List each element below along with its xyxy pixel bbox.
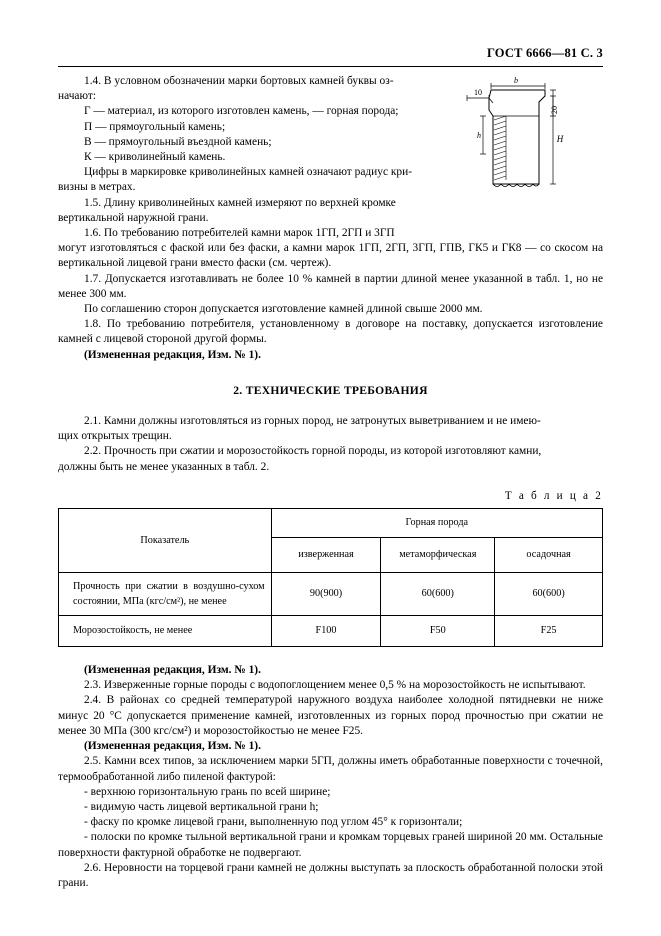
svg-text:20: 20 xyxy=(550,106,559,114)
clause-2-5-item-c: - фаску по кромке лицевой грани, выполненную под углом 45° к горизонтали; xyxy=(84,816,463,829)
clause-2-5: 2.5. Камни всех типов, за исключением марки 5ГП, должны иметь обработанные поверхности с точечной, термообработанной либо пиленой фактурой: xyxy=(58,755,603,783)
clause-2-5-item-b: - видимую часть лицевой вертикальной грани h; xyxy=(84,800,319,813)
table-header-col-1: метаморфическая xyxy=(381,538,495,573)
table-row-1-cell-1: F50 xyxy=(381,616,495,647)
table-2-wrapper xyxy=(58,508,603,647)
clause-2-1-block xyxy=(58,414,603,475)
revision-note-2: (Измененная редакция, Изм. № 1). xyxy=(84,664,261,677)
clause-2-2-line1: 2.2. Прочность при сжатии и морозостойкость горной породы, из которой изготовляют камни, xyxy=(84,445,542,458)
table-row-0-label: Прочность при сжатии в воздушно-сухом состоянии, МПа (кгс/см²), не менее xyxy=(59,573,272,616)
revision-note-3: (Измененная редакция, Изм. № 1). xyxy=(84,740,261,753)
digits-note-line2: визны в метрах. xyxy=(58,181,136,194)
table-2 xyxy=(58,508,603,647)
header-rule xyxy=(58,66,603,67)
svg-text:b: b xyxy=(514,76,518,85)
clause-2-5-item-a: - верхнюю горизонтальную грань по всей ширине; xyxy=(84,785,331,798)
clause-2-5-item-d: - полоски по кромке тыльной вертикальной грани и кромкам торцевых граней шириной 20 мм. Остальные поверхности фактурной обработке не подвергают. xyxy=(58,831,603,859)
clause-2-3: 2.3. Изверженные горные породы с водопоглощением менее 0,5 % на морозостойкость не испытывают. xyxy=(84,679,586,692)
legend-k: К — криволинейный камень. xyxy=(84,151,226,164)
clause-1-6-rest: могут изготовляться с фаской или без фаски, а камни марок 1ГП, 2ГП, 3ГП, ГПВ, ГК5 и ГК8 — со скосом на вертикальной лицевой грани вместо фаски (см. чертеж). xyxy=(58,242,603,270)
svg-text:H: H xyxy=(556,134,564,144)
table-row-1-cell-0: F100 xyxy=(271,616,381,647)
clause-1-7: 1.7. Допускается изготавливать не более 10 % камней в партии длиной менее указанной в табл. 1, но не менее 300 мм. xyxy=(58,272,603,300)
table-row-1-cell-2: F25 xyxy=(495,616,603,647)
legend-v: В — прямоугольный въездной камень; xyxy=(84,135,272,148)
table-row-0-cell-0: 90(900) xyxy=(271,573,381,616)
clause-1-4-line2: начают: xyxy=(58,90,96,103)
table-row-header-1 xyxy=(59,509,603,538)
clause-1-5-line1: 1.5. Длину криволинейных камней измеряют по верхней кромке xyxy=(84,196,396,209)
table-header-rock-group: Горная порода xyxy=(271,509,602,538)
table-row-1-label: Морозостойкость, не менее xyxy=(59,616,272,647)
clause-1-6-line1: 1.6. По требованию потребителей камни марок 1ГП, 2ГП и 3ГП xyxy=(84,227,395,240)
svg-text:h: h xyxy=(477,131,481,140)
clause-2-3-onwards xyxy=(58,663,603,891)
digits-note-line1: Цифры в маркировке криволинейных камней означают радиус кри- xyxy=(84,166,412,179)
clause-1-8: 1.8. По требованию потребителя, установленному в договоре на поставку, допускается изготовление камней с лицевой стороной другой формы. xyxy=(58,318,603,346)
table-row xyxy=(59,616,603,647)
clause-1-4-line1: 1.4. В условном обозначении марки бортовых камней буквы оз- xyxy=(84,75,394,87)
clause-1-5-line2: вертикальной наружной грани. xyxy=(58,211,209,224)
table-2-caption: Т а б л и ц а 2 xyxy=(504,489,603,502)
clause-1-4 xyxy=(58,74,603,363)
table-row-0-cell-2: 60(600) xyxy=(495,573,603,616)
page-header: ГОСТ 6666—81 С. 3 xyxy=(486,46,603,60)
table-row-0-cell-1: 60(600) xyxy=(381,573,495,616)
legend-g: Г — материал, из которого изготовлен камень, — горная порода; xyxy=(84,105,399,118)
revision-note-1: (Измененная редакция, Изм. № 1). xyxy=(84,348,261,361)
svg-text:10: 10 xyxy=(474,88,482,97)
table-header-indicator: Показатель xyxy=(59,509,272,573)
clause-1-7b: По соглашению сторон допускается изготовление камней длиной свыше 2000 мм. xyxy=(84,303,483,316)
clause-2-2-line2: должны быть не менее указанных в табл. 2. xyxy=(58,460,270,473)
section-2-title: 2. ТЕХНИЧЕСКИЕ ТРЕБОВАНИЯ xyxy=(233,383,428,397)
document-body xyxy=(58,74,603,891)
clause-2-1-line2: щих открытых трещин. xyxy=(58,430,172,443)
table-header-col-0: изверженная xyxy=(271,538,381,573)
legend-p: П — прямоугольный камень; xyxy=(84,120,226,133)
clause-2-4: 2.4. В районах со средней температурой наружного воздуха наиболее холодной пятидневки не ниже минус 20 °С допускается применение камней, изготовленных из горных пород прочностью при сжатии не менее 30 МПа (300 кгс/см²) и морозостойкостью не менее F25. xyxy=(58,694,603,737)
table-row xyxy=(59,573,603,616)
table-header-col-2: осадочная xyxy=(495,538,603,573)
clause-2-6: 2.6. Неровности на торцевой грани камней не должны выступать за плоскость обработанной полоски этой грани. xyxy=(58,861,603,889)
clause-2-1-line1: 2.1. Камни должны изготовляться из горных пород, не затронутых выветриванием и не имею- xyxy=(84,415,541,428)
